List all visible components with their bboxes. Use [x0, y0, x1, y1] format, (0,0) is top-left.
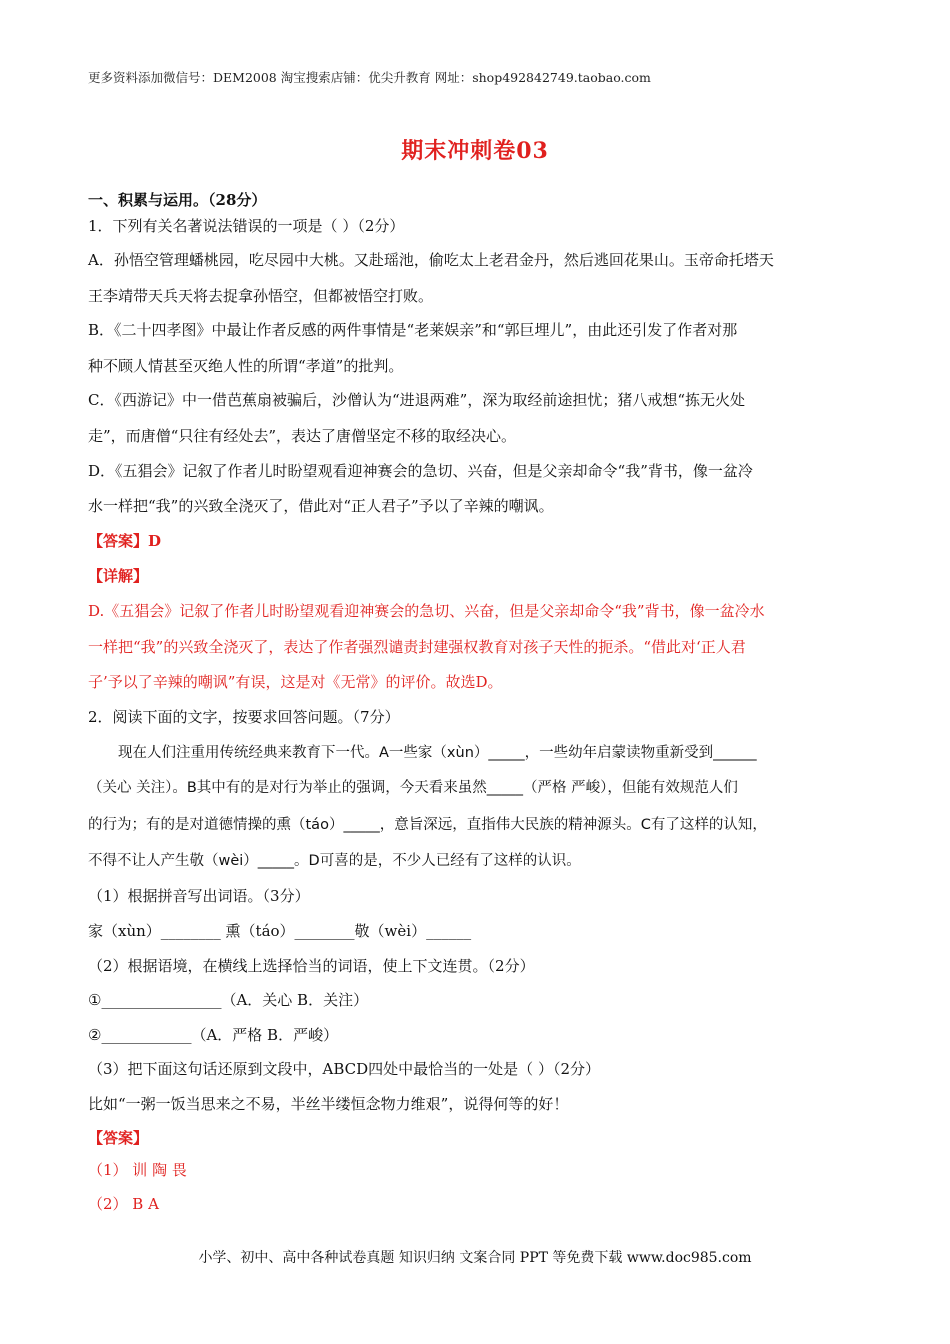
q2-passage-line1: 现在人们注重用传统经典来教育下一代。A一些家（xùn）_____，一些幼年启蒙读物重新受到______ — [118, 745, 757, 761]
q1-option-d-line2: 水一样把“我”的兴致全浇灭了，借此对“正人君子”予以了辛辣的嘲讽。 — [88, 497, 554, 515]
q2-stem: 2．阅读下面的文字，按要求回答问题。（7分） — [88, 708, 400, 726]
q2-sub2-blank-b: ②____________（A．严格 B．严峻） — [88, 1026, 339, 1044]
page-title: 期末冲刺卷03 — [401, 138, 549, 164]
q2-sub3-sentence: 比如“一粥一饭当思来之不易，半丝半缕恒念物力维艰”，说得何等的好！ — [88, 1095, 569, 1113]
q2-sub2-blank-a: ①________________（A．关心 B．关注） — [88, 991, 369, 1009]
q2-answer-1: （1） 训 陶 畏 — [88, 1161, 187, 1179]
q1-option-b-line1: B．《二十四孝图》中最让作者反感的两件事情是“老莱娱亲”和“郭巨埋儿”，由此还引发了作者对那 — [88, 321, 738, 339]
q2-passage-line3: 的行为；有的是对道德情操的熏（táo）_____，意旨深远，直指伟大民族的精神源头。C有了这样的认知， — [88, 817, 767, 833]
q2-answer-tag: 【答案】 — [88, 1129, 149, 1147]
q2-sub1-blanks: 家（xùn）________ 熏（táo）________敬（wèi）______ — [88, 922, 472, 940]
q1-stem: 1．下列有关名著说法错误的一项是（ ）（2分） — [88, 217, 405, 235]
q2-answer-2: （2） B A — [88, 1195, 159, 1213]
q1-answer: 【答案】D — [88, 532, 162, 550]
q1-option-b-line2: 种不顾人情甚至灭绝人性的所谓“孝道”的批判。 — [88, 357, 404, 375]
q1-option-a-line1: A．孙悟空管理蟠桃园，吃尽园中大桃。又赴瑶池，偷吃太上老君金丹，然后逃回花果山。玉帝命托塔天 — [88, 251, 774, 269]
q2-passage-line4: 不得不让人产生敬（wèi）_____。D可喜的是，不少人已经有了这样的认识。 — [88, 853, 581, 869]
q1-detail-line2: 一样把“我”的兴致全浇灭了，表达了作者强烈谴责封建强权教育对孩子天性的扼杀。“借此对‘正人君 — [88, 638, 746, 656]
q1-option-c-line1: C．《西游记》中一借芭蕉扇被骗后，沙僧认为“进退两难”，深为取经前途担忧；猪八戒想“拣无火处 — [88, 391, 745, 409]
q1-detail-line1: D.《五猖会》记叙了作者儿时盼望观看迎神赛会的急切、兴奋，但是父亲却命令“我”背书，像一盆冷水 — [88, 602, 765, 620]
q2-sub2-stem: （2）根据语境，在横线上选择恰当的词语，使上下文连贯。（2分） — [88, 957, 535, 975]
q1-option-a-line2: 王李靖带天兵天将去捉拿孙悟空，但都被悟空打败。 — [88, 287, 434, 305]
q2-sub3-stem: （3）把下面这句话还原到文段中，ABCD四处中最恰当的一处是（ ）（2分） — [88, 1060, 600, 1078]
q1-detail-tag: 【详解】 — [88, 567, 149, 585]
q2-passage-line2: （关心 关注）。B其中有的是对行为举止的强调，今天看来虽然_____（严格 严峻），但能有效规范人们 — [88, 780, 738, 796]
q2-sub1-stem: （1）根据拼音写出词语。（3分） — [88, 887, 310, 905]
q1-option-c-line2: 走”，而唐僧“只往有经处去”，表达了唐僧坚定不移的取经决心。 — [88, 427, 517, 445]
q1-option-d-line1: D．《五猖会》记叙了作者儿时盼望观看迎神赛会的急切、兴奋，但是父亲却命令“我”背书，像一盆冷 — [88, 462, 753, 480]
section-heading: 一、积累与运用。（28分） — [88, 191, 267, 209]
header-note: 更多资料添加微信号：DEM2008 淘宝搜索店铺：优尖升教育 网址：shop492842749.taobao.com — [88, 70, 651, 85]
footer-note: 小学、初中、高中各种试卷真题 知识归纳 文案合同 PPT 等免费下载 www.doc985.com — [198, 1250, 752, 1266]
q1-detail-line3: 子’予以了辛辣的嘲讽”有误，这是对《无常》的评价。故选D。 — [88, 673, 503, 691]
